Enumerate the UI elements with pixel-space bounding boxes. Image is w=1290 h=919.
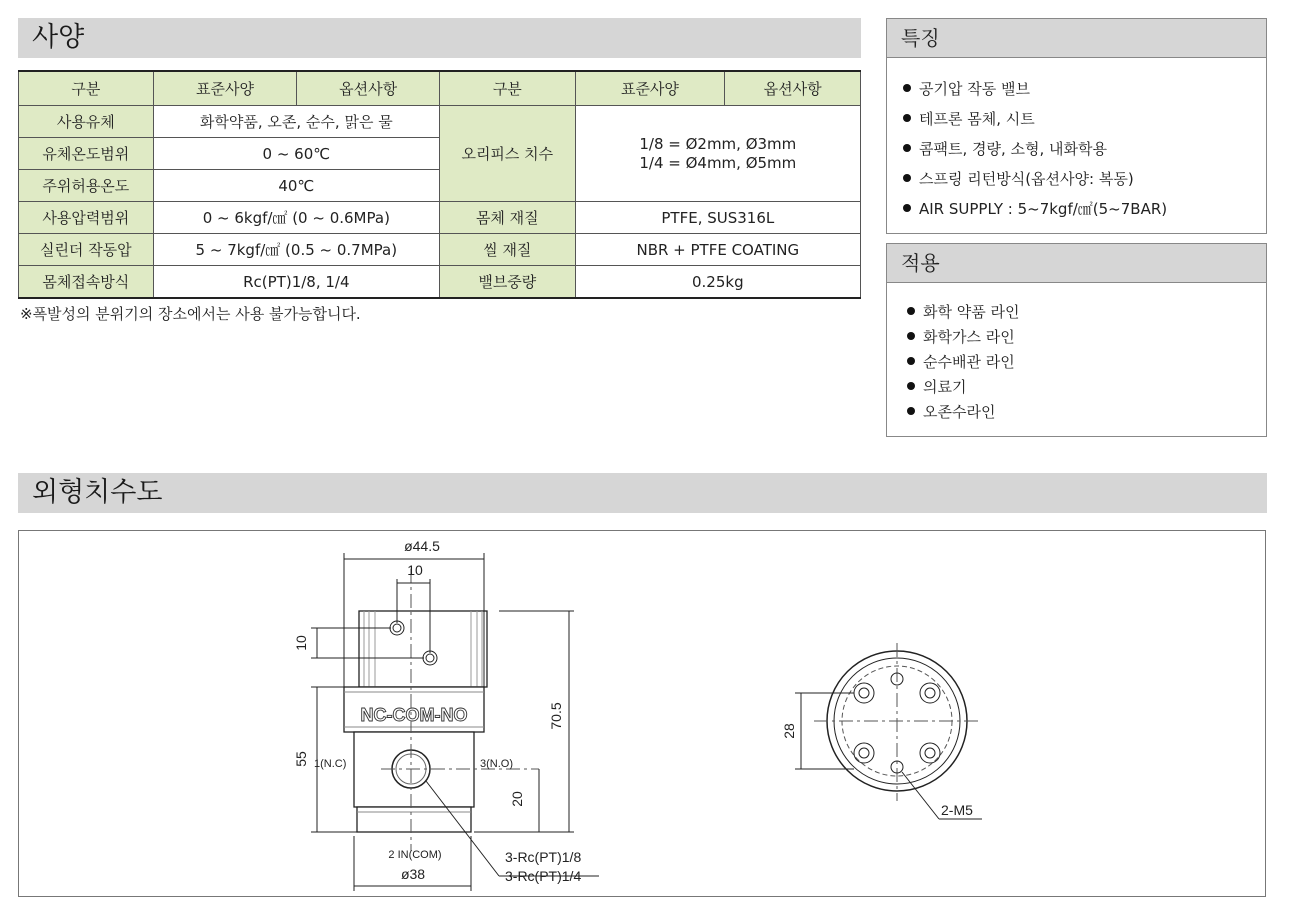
bullet-icon — [903, 144, 911, 152]
col-header: 구분 — [440, 71, 576, 106]
col-header: 옵션사항 — [725, 71, 861, 106]
row-value: 40℃ — [153, 170, 439, 202]
bullet-icon — [907, 307, 915, 315]
application-item: 오존수라인 — [907, 401, 1266, 426]
row-value: 5 ~ 7kgf/㎠ (0.5 ~ 0.7MPa) — [153, 234, 439, 266]
thread-label-1: 3-Rc(PT)1/8 — [505, 849, 582, 865]
row-value: PTFE, SUS316L — [575, 202, 860, 234]
bullet-icon — [903, 174, 911, 182]
screw-label: 2-M5 — [941, 802, 973, 818]
features-title: 특징 — [887, 19, 1266, 58]
orifice-line: 1/8 = Ø2mm, Ø3mm — [639, 134, 797, 153]
dim-10-top-label: 10 — [407, 562, 423, 578]
bullet-icon — [907, 382, 915, 390]
top-view — [795, 643, 982, 819]
port-no-label: 3(N.O) — [480, 758, 513, 770]
warning-note: ※폭발성의 분위기의 장소에서는 사용 불가능합니다. — [20, 305, 361, 323]
row-label: 밸브중량 — [440, 266, 576, 299]
bullet-icon — [907, 332, 915, 340]
feature-item: 콤팩트, 경량, 소형, 내화학용 — [903, 136, 1266, 166]
thread-label-2: 3-Rc(PT)1/4 — [505, 868, 582, 884]
bullet-icon — [907, 407, 915, 415]
col-header: 구분 — [19, 71, 154, 106]
spec-section-title: 사양 — [18, 18, 861, 58]
dimension-drawing-frame — [18, 530, 1266, 897]
port-nc-label: 1(N.C) — [314, 758, 347, 770]
feature-item: AIR SUPPLY : 5~7kgf/㎠(5~7BAR) — [903, 196, 1266, 226]
body-text-label: NC-COM-NO — [360, 705, 468, 725]
spec-table — [18, 70, 861, 299]
orifice-line: 1/4 = Ø4mm, Ø5mm — [639, 153, 797, 172]
application-item: 의료기 — [907, 376, 1266, 401]
application-item: 화학가스 라인 — [907, 326, 1266, 351]
application-item: 순수배관 라인 — [907, 351, 1266, 376]
col-header: 표준사양 — [575, 71, 725, 106]
row-value: 화학약품, 오존, 순수, 맑은 물 — [153, 106, 439, 138]
applications-title: 적용 — [887, 244, 1266, 283]
feature-item: 공기압 작동 밸브 — [903, 76, 1266, 106]
col-header: 옵션사항 — [297, 71, 440, 106]
bullet-icon — [907, 357, 915, 365]
row-label: 유체온도범위 — [19, 138, 154, 170]
bullet-icon — [903, 204, 911, 212]
dim-55-label: 55 — [293, 751, 309, 767]
top-view-labels — [781, 723, 973, 818]
row-value: 0 ~ 6kgf/㎠ (0 ~ 0.6MPa) — [153, 202, 439, 234]
row-label: 몸체 재질 — [440, 202, 576, 234]
row-value: Rc(PT)1/8, 1/4 — [153, 266, 439, 299]
row-label: 씰 재질 — [440, 234, 576, 266]
dim-70-5-label: 70.5 — [548, 702, 564, 730]
bullet-icon — [903, 114, 911, 122]
dim-28-label: 28 — [781, 723, 797, 739]
applications-box — [886, 243, 1267, 437]
feature-item: 테프론 몸체, 시트 — [903, 106, 1266, 136]
dim-10-left-label: 10 — [293, 635, 309, 651]
dia-bottom-label: ø38 — [400, 866, 426, 882]
orifice-value — [575, 106, 860, 202]
application-item: 화학 약품 라인 — [907, 301, 1266, 326]
outline-section-title: 외형치수도 — [18, 473, 1267, 513]
bullet-icon — [903, 84, 911, 92]
col-header: 표준사양 — [153, 71, 297, 106]
features-box — [886, 18, 1267, 234]
row-label: 사용압력범위 — [19, 202, 154, 234]
dia-top-label: ø44.5 — [404, 538, 440, 554]
row-value: NBR + PTFE COATING — [575, 234, 860, 266]
row-label: 오리피스 치수 — [440, 106, 576, 202]
row-label: 사용유체 — [19, 106, 154, 138]
feature-item: 스프링 리턴방식(옵션사양: 복동) — [903, 166, 1266, 196]
row-label: 실린더 작동압 — [19, 234, 154, 266]
row-label: 주위허용온도 — [19, 170, 154, 202]
port-in-label: 2 IN(COM) — [388, 849, 442, 861]
dimension-drawing — [19, 531, 1265, 896]
dim-20-label: 20 — [509, 791, 525, 807]
row-value: 0 ~ 60℃ — [153, 138, 439, 170]
row-value: 0.25kg — [575, 266, 860, 299]
row-label: 몸체접속방식 — [19, 266, 154, 299]
